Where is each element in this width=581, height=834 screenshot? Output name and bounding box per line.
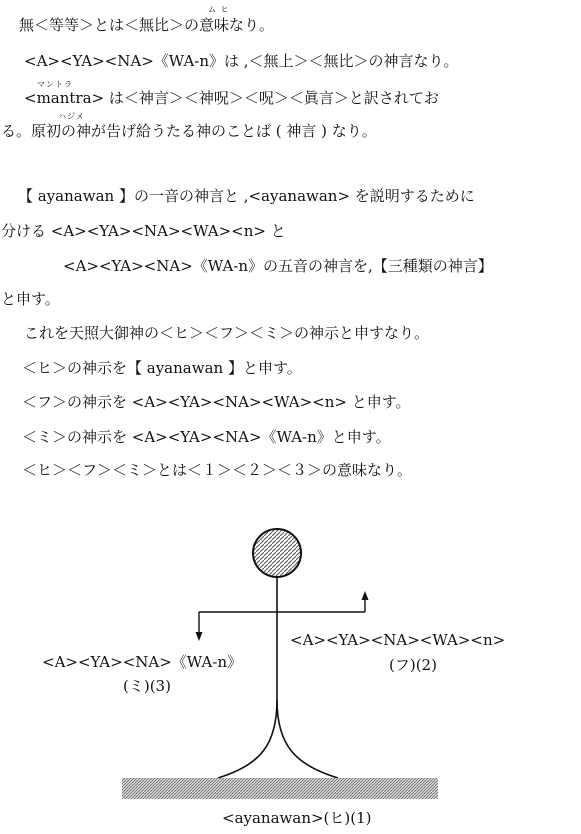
ruby-muhi: ム ヒ [208, 5, 230, 14]
text-line-8: と申す。 [1, 290, 60, 308]
figure-label-left-bottom: (ミ)(3) [123, 677, 171, 695]
figure-label-bottom: <ayanawan>(ヒ)(1) [222, 809, 372, 827]
ground-hatched-bar [122, 778, 438, 799]
text-line-11: ＜フ＞の神示を <A><YA><NA><WA><n> と申す。 [22, 393, 411, 411]
text-line-1: 無＜等等＞とは＜無比＞の意味なり。 [19, 16, 275, 34]
text-line-4: る。原初の神が告げ給うたる神のことば ( 神言 ) なり。 [1, 122, 377, 140]
right-arrow-head [362, 591, 369, 600]
figure-head [253, 529, 301, 577]
text-line-7: <A><YA><NA>《WA-n》の五音の神言を,【三種類の神言】 [63, 257, 493, 275]
figure-left-leg [218, 700, 277, 778]
figure-right-leg [277, 700, 338, 778]
ruby-hajime: ハジメ [58, 112, 85, 121]
ruby-mantra: マントラ [37, 80, 73, 89]
figure-label-right-bottom: (フ)(2) [389, 656, 437, 674]
figure-label-left-top: <A><YA><NA>《WA-n》 [42, 653, 243, 671]
text-line-5: 【 ayanawan 】の一音の神言と ,<ayanawan> を説明するために [18, 187, 475, 205]
left-arrow-head [196, 632, 203, 641]
text-line-10: ＜ヒ＞の神示を【 ayanawan 】と申す。 [22, 359, 302, 377]
text-line-2: <A><YA><NA>《WA-n》は ,＜無上＞＜無比＞の神言なり。 [24, 52, 459, 70]
text-line-9: これを天照大御神の＜ヒ＞＜フ＞＜ミ＞の神示と申すなり。 [24, 324, 430, 342]
text-line-12: ＜ミ＞の神示を <A><YA><NA>《WA-n》と申す。 [22, 428, 391, 446]
text-line-3: <mantra> は＜神言＞＜神呪＞＜呪＞＜眞言＞と訳されてお [24, 89, 439, 107]
text-line-6: 分ける <A><YA><NA><WA><n> と [1, 222, 286, 240]
figure-label-right-top: <A><YA><NA><WA><n> [290, 631, 506, 649]
text-line-13: ＜ヒ＞＜フ＞＜ミ＞とは＜１＞＜２＞＜３＞の意味なり。 [22, 461, 413, 479]
